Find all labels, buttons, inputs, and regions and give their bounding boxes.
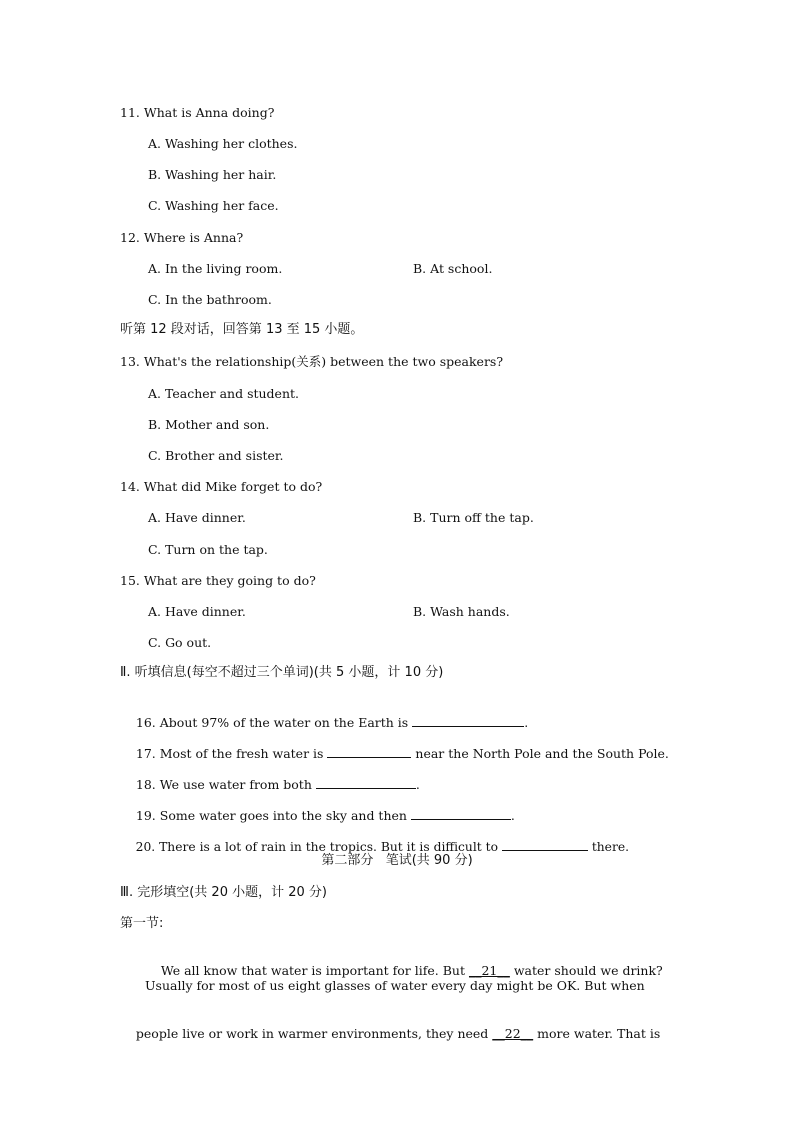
- question-17-blank[interactable]: [327, 745, 411, 758]
- question-18-blank[interactable]: [316, 776, 416, 789]
- question-19-blank[interactable]: [411, 807, 511, 820]
- question-16-blank[interactable]: [412, 714, 524, 727]
- question-14-stem: 14. What did Mike forget to do?: [120, 479, 323, 494]
- passage-line-3-end: more water. That is: [533, 1026, 661, 1041]
- blank-21[interactable]: __21__: [468, 963, 510, 978]
- question-12-stem: 12. Where is Anna?: [120, 230, 244, 245]
- question-14-option-a: A. Have dinner.: [148, 510, 246, 525]
- question-11-option-a: A. Washing her clothes.: [148, 136, 298, 151]
- question-12-option-b: B. At school.: [413, 261, 493, 276]
- listening-instruction-12: 听第 12 段对话，回答第 13 至 15 小题。: [120, 322, 364, 337]
- question-13-option-c: C. Brother and sister.: [148, 448, 284, 463]
- blank-22[interactable]: __22__: [492, 1026, 534, 1041]
- question-17-end: near the North Pole and the South Pole.: [411, 746, 669, 761]
- question-15-option-b: B. Wash hands.: [413, 604, 510, 619]
- question-18-text: 18. We use water from both: [135, 777, 316, 792]
- question-13-option-b: B. Mother and son.: [148, 417, 270, 432]
- part-2-title: 第二部分 笔试(共 90 分): [321, 853, 473, 868]
- question-14-option-c: C. Turn on the tap.: [148, 542, 268, 557]
- question-15-stem: 15. What are they going to do?: [120, 573, 316, 588]
- passage-line-2: Usually for most of us eight glasses of water every day might be OK. But when: [145, 978, 645, 993]
- question-19-end: .: [510, 808, 515, 823]
- question-16-end: .: [524, 715, 529, 730]
- question-20-end: there.: [587, 840, 630, 854]
- passage-line-3: [120, 1010, 660, 1058]
- question-17-text: 17. Most of the fresh water is: [135, 746, 328, 761]
- question-11-option-b: B. Washing her hair.: [148, 167, 277, 182]
- section-3-subtitle: 第一节:: [120, 916, 164, 931]
- section-3-title: Ⅲ. 完形填空(共 20 小题，计 20 分): [120, 885, 327, 900]
- question-11-option-c: C. Washing her face.: [148, 198, 279, 213]
- question-18-end: .: [415, 777, 420, 792]
- question-15-option-a: A. Have dinner.: [148, 604, 246, 619]
- question-15-option-c: C. Go out.: [148, 635, 212, 650]
- question-11-stem: 11. What is Anna doing?: [120, 105, 275, 120]
- section-2-title: Ⅱ. 听填信息(每空不超过三个单词)(共 5 小题，计 10 分): [120, 665, 444, 680]
- question-16-text: 16. About 97% of the water on the Earth is: [135, 715, 413, 730]
- question-13-option-a: A. Teacher and student.: [148, 386, 300, 401]
- question-13-stem: 13. What's the relationship(关系) between the two speakers?: [120, 354, 504, 369]
- passage-line-1-end: water should we drink?: [509, 963, 663, 978]
- question-14-option-b: B. Turn off the tap.: [413, 510, 534, 525]
- passage-line-3-start: people live or work in warmer environments, they need: [135, 1026, 493, 1041]
- question-20-blank[interactable]: [502, 838, 588, 851]
- question-20-text: 20. There is a lot of rain in the tropics. But it is difficult to: [135, 840, 502, 854]
- question-19-text: 19. Some water goes into the sky and then: [135, 808, 411, 823]
- passage-line-1-start: We all know that water is important for life. But: [160, 963, 469, 978]
- question-12-option-c: C. In the bathroom.: [148, 292, 272, 307]
- question-12-option-a: A. In the living room.: [148, 261, 283, 276]
